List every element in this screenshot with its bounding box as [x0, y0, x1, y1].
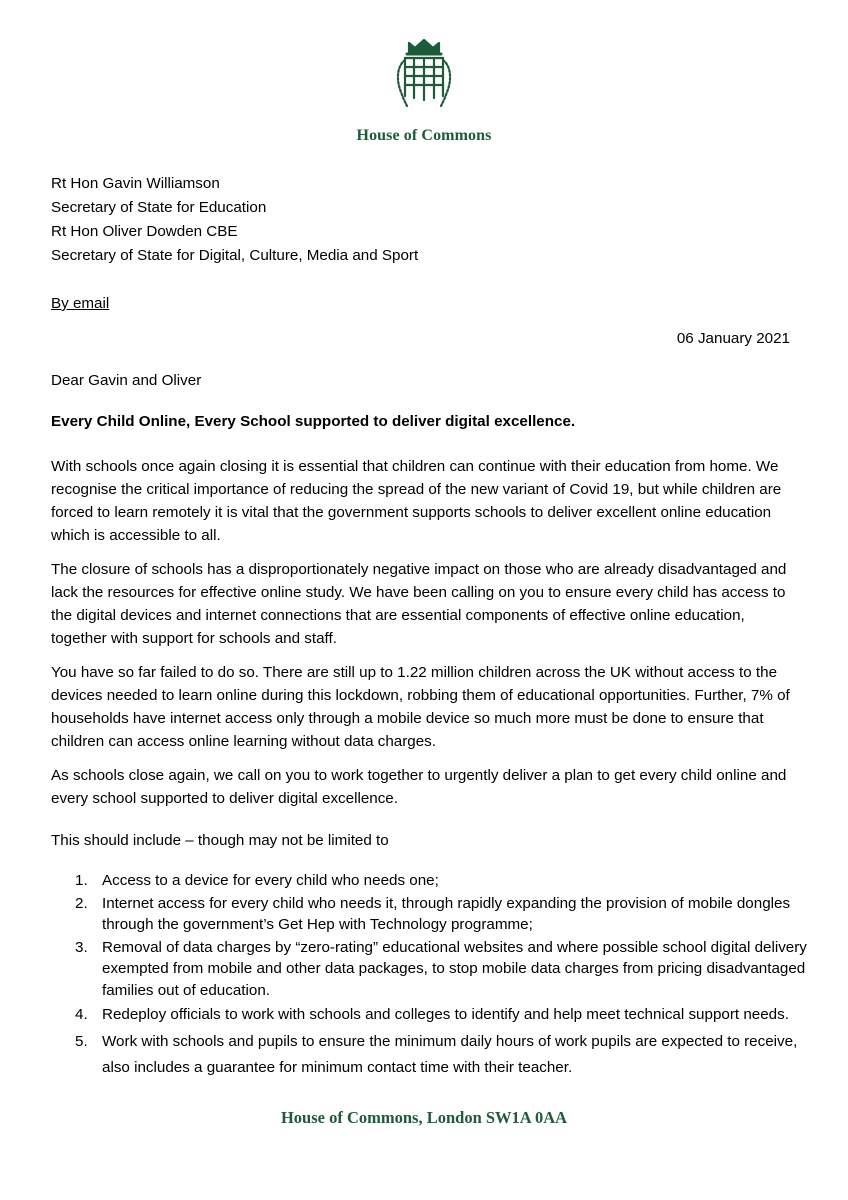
- demands-list: [75, 870, 810, 1082]
- list-item-text: Internet access for every child who needs it, through rapidly expanding the provision of mobile dongles through the government’s Get Hep with Technology programme;: [102, 894, 791, 933]
- recipient-line: Secretary of State for Education: [51, 199, 267, 216]
- list-item-number: 3.: [75, 938, 88, 956]
- list-item: [75, 937, 810, 1002]
- list-item: [75, 870, 810, 892]
- body-paragraph: You have so far failed to do so. There are still up to 1.22 million children across the UK without access to the devices needed to learn online during this lockdown, robbing them of educational opportunities. Further, 7% of households have internet access only through a mobile device so much more must be done to ensure that children can access online learning without data charges.: [51, 664, 790, 750]
- letter-date: 06 January 2021: [676, 330, 790, 347]
- list-item-number: 2.: [75, 894, 88, 912]
- body-paragraph: The closure of schools has a disproportionately negative impact on those who are already disadvantaged and lack the resources for effective online study. We have been calling on you to ensure every child has access to the digital devices and internet connections that are essential components of effective online education, together with support for schools and staff.: [51, 561, 787, 647]
- list-item-text: Work with schools and pupils to ensure the minimum daily hours of work pupils are expected to receive, also includes a guarantee for minimum contact time with their teacher.: [102, 1033, 798, 1076]
- salutation: Dear Gavin and Oliver: [51, 372, 202, 389]
- body-paragraph: This should include – though may not be limited to: [51, 832, 389, 849]
- list-item: [75, 1002, 810, 1028]
- body-paragraph: With schools once again closing it is essential that children can continue with their education from home. We recognise the critical importance of reducing the spread of the new variant of Covid 19, but while children are forced to learn remotely it is vital that the government supports schools to deliver excellent online education which is accessible to all.: [51, 458, 782, 544]
- recipient-line: Secretary of State for Digital, Culture, Media and Sport: [51, 247, 419, 264]
- list-item-number: 4.: [75, 1006, 88, 1023]
- letterhead-title: House of Commons: [356, 127, 492, 144]
- list-item-number: 1.: [75, 872, 88, 889]
- list-item-text: Redeploy officials to work with schools and colleges to identify and help meet technical support needs.: [102, 1006, 789, 1023]
- delivery-method: By email: [51, 295, 110, 312]
- list-item-number: 5.: [75, 1033, 88, 1050]
- recipient-line: Rt Hon Oliver Dowden CBE: [51, 223, 238, 240]
- list-item-text: Access to a device for every child who needs one;: [102, 872, 439, 889]
- list-item: [75, 1029, 810, 1081]
- body-paragraph: As schools close again, we call on you to work together to urgently deliver a plan to get every child online and every school supported to deliver digital excellence.: [51, 767, 787, 807]
- portcullis-crest-icon: [393, 36, 455, 112]
- list-item-text: Removal of data charges by “zero-rating” educational websites and where possible school digital delivery exempted from mobile and other data packages, to stop mobile data charges from pricing disadvantaged families out of education.: [102, 938, 807, 999]
- recipient-address-block: [51, 172, 796, 268]
- list-item: [75, 893, 810, 936]
- recipient-line: Rt Hon Gavin Williamson: [51, 175, 220, 192]
- footer-address: House of Commons, London SW1A 0AA: [280, 1108, 568, 1127]
- letter-subject: Every Child Online, Every School supported to deliver digital excellence.: [51, 413, 576, 430]
